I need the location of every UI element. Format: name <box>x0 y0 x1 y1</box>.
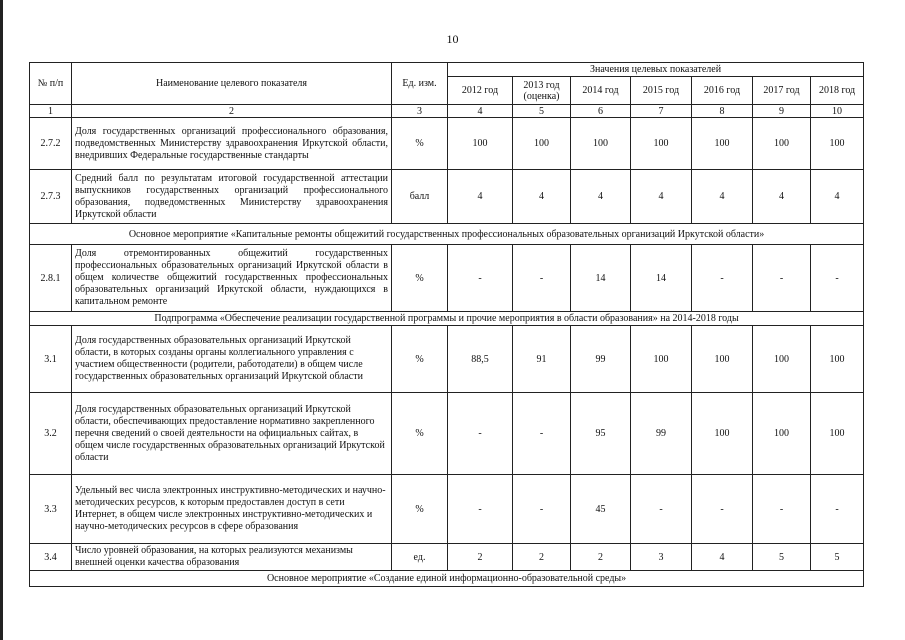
row-num: 3.4 <box>30 544 72 571</box>
row-value: 14 <box>631 245 692 312</box>
row-value: 4 <box>692 544 753 571</box>
row-value: 99 <box>631 393 692 475</box>
row-value: 100 <box>513 118 571 170</box>
section-title: Основное мероприятие «Капитальные ремонты общежитий государственных профессиональных образовательных организаций Иркутской области» <box>30 224 864 245</box>
header-year: 2016 год <box>692 77 753 105</box>
row-value: - <box>811 475 864 544</box>
row-value: - <box>513 475 571 544</box>
header-year: 2012 год <box>448 77 513 105</box>
indicators-table <box>29 62 864 587</box>
column-number-row <box>30 105 864 118</box>
row-value: 45 <box>571 475 631 544</box>
header-values-group: Значения целевых показателей <box>448 63 864 77</box>
section-title: Подпрограмма «Обеспечение реализации государственной программы и прочие мероприятия в области образования» на 2014-2018 годы <box>30 312 864 326</box>
row-unit: % <box>392 118 448 170</box>
section-row <box>30 571 864 587</box>
table-row <box>30 475 864 544</box>
row-value: - <box>631 475 692 544</box>
section-title: Основное мероприятие «Создание единой информационно-образовательной среды» <box>30 571 864 587</box>
row-value: 88,5 <box>448 326 513 393</box>
row-unit: балл <box>392 170 448 224</box>
row-value: - <box>448 245 513 312</box>
row-value: 2 <box>513 544 571 571</box>
row-value: - <box>692 245 753 312</box>
table-row <box>30 326 864 393</box>
row-value: - <box>692 475 753 544</box>
row-value: 100 <box>448 118 513 170</box>
row-name: Доля государственных образовательных организаций Иркутской области, в которых созданы органы коллегиального управления с участием общественности (родители, работодатели) в общем числе государственных образовательных организаций Иркутской области <box>72 326 392 393</box>
row-value: 100 <box>692 393 753 475</box>
column-number: 4 <box>448 105 513 118</box>
row-value: 100 <box>753 118 811 170</box>
section-row <box>30 224 864 245</box>
row-value: 5 <box>753 544 811 571</box>
row-value: 100 <box>753 393 811 475</box>
row-num: 2.7.3 <box>30 170 72 224</box>
row-value: 4 <box>811 170 864 224</box>
header-name: Наименование целевого показателя <box>72 63 392 105</box>
row-unit: % <box>392 326 448 393</box>
table-row <box>30 170 864 224</box>
row-value: 4 <box>448 170 513 224</box>
row-value: 4 <box>692 170 753 224</box>
table-row <box>30 245 864 312</box>
row-value: - <box>753 475 811 544</box>
column-number: 7 <box>631 105 692 118</box>
section-row <box>30 312 864 326</box>
row-name: Доля отремонтированных общежитий государственных профессиональных образовательных организаций Иркутской области в общем количестве общежитий государственных профессиональных образовательных организаций Иркутской области, нуждающихся в капитальном ремонте <box>72 245 392 312</box>
table-row <box>30 118 864 170</box>
row-value: - <box>513 393 571 475</box>
row-value: 4 <box>571 170 631 224</box>
column-number: 3 <box>392 105 448 118</box>
row-value: 100 <box>692 118 753 170</box>
row-value: 100 <box>631 118 692 170</box>
row-value: 4 <box>753 170 811 224</box>
column-number: 1 <box>30 105 72 118</box>
row-name: Средний балл по результатам итоговой государственной аттестации выпускников государственных организаций профессионального образования, подведомственных Министерству здравоохранения Иркутской области <box>72 170 392 224</box>
row-num: 2.8.1 <box>30 245 72 312</box>
column-number: 10 <box>811 105 864 118</box>
table-row <box>30 544 864 571</box>
row-num: 3.1 <box>30 326 72 393</box>
row-value: 100 <box>811 326 864 393</box>
column-number: 6 <box>571 105 631 118</box>
column-number: 5 <box>513 105 571 118</box>
row-value: 100 <box>811 393 864 475</box>
row-value: 100 <box>631 326 692 393</box>
row-value: - <box>448 393 513 475</box>
row-value: 100 <box>811 118 864 170</box>
header-unit: Ед. изм. <box>392 63 448 105</box>
row-value: 100 <box>571 118 631 170</box>
header-year: 2017 год <box>753 77 811 105</box>
row-value: 100 <box>692 326 753 393</box>
header-row-1 <box>30 63 864 77</box>
header-year: 2014 год <box>571 77 631 105</box>
row-value: 4 <box>513 170 571 224</box>
row-value: 2 <box>448 544 513 571</box>
row-num: 3.3 <box>30 475 72 544</box>
row-value: 95 <box>571 393 631 475</box>
row-name: Удельный вес числа электронных инструктивно-методических и научно-методических ресурсов, к которым предоставлен доступ в сети Интернет, в общем числе электронных инструктивно-методических и научно-методических ресурсов в сфере образования <box>72 475 392 544</box>
row-unit: % <box>392 393 448 475</box>
row-value: 99 <box>571 326 631 393</box>
header-year: 2013 год (оценка) <box>513 77 571 105</box>
header-num: № п/п <box>30 63 72 105</box>
table-row <box>30 393 864 475</box>
row-value: 91 <box>513 326 571 393</box>
row-name: Доля государственных образовательных организаций Иркутской области, обеспечивающих предоставление нормативно закрепленного перечня сведений о своей деятельности на официальных сайтах, в общем числе государственных образовательных организаций Иркутской области <box>72 393 392 475</box>
header-year: 2018 год <box>811 77 864 105</box>
row-value: 4 <box>631 170 692 224</box>
row-value: 100 <box>753 326 811 393</box>
left-margin-rule <box>0 0 3 640</box>
row-unit: % <box>392 245 448 312</box>
row-name: Доля государственных организаций профессионального образования, подведомственных Министерству здравоохранения Иркутской области, внедривших Федеральные государственные стандарты <box>72 118 392 170</box>
row-value: 5 <box>811 544 864 571</box>
column-number: 2 <box>72 105 392 118</box>
header-year: 2015 год <box>631 77 692 105</box>
row-value: - <box>811 245 864 312</box>
row-value: - <box>753 245 811 312</box>
page-number: 10 <box>446 32 459 46</box>
row-value: 14 <box>571 245 631 312</box>
row-unit: ед. <box>392 544 448 571</box>
row-value: 3 <box>631 544 692 571</box>
row-num: 3.2 <box>30 393 72 475</box>
row-num: 2.7.2 <box>30 118 72 170</box>
row-value: 2 <box>571 544 631 571</box>
row-value: - <box>513 245 571 312</box>
column-number: 8 <box>692 105 753 118</box>
row-value: - <box>448 475 513 544</box>
column-number: 9 <box>753 105 811 118</box>
row-name: Число уровней образования, на которых реализуются механизмы внешней оценки качества образования <box>72 544 392 571</box>
row-unit: % <box>392 475 448 544</box>
